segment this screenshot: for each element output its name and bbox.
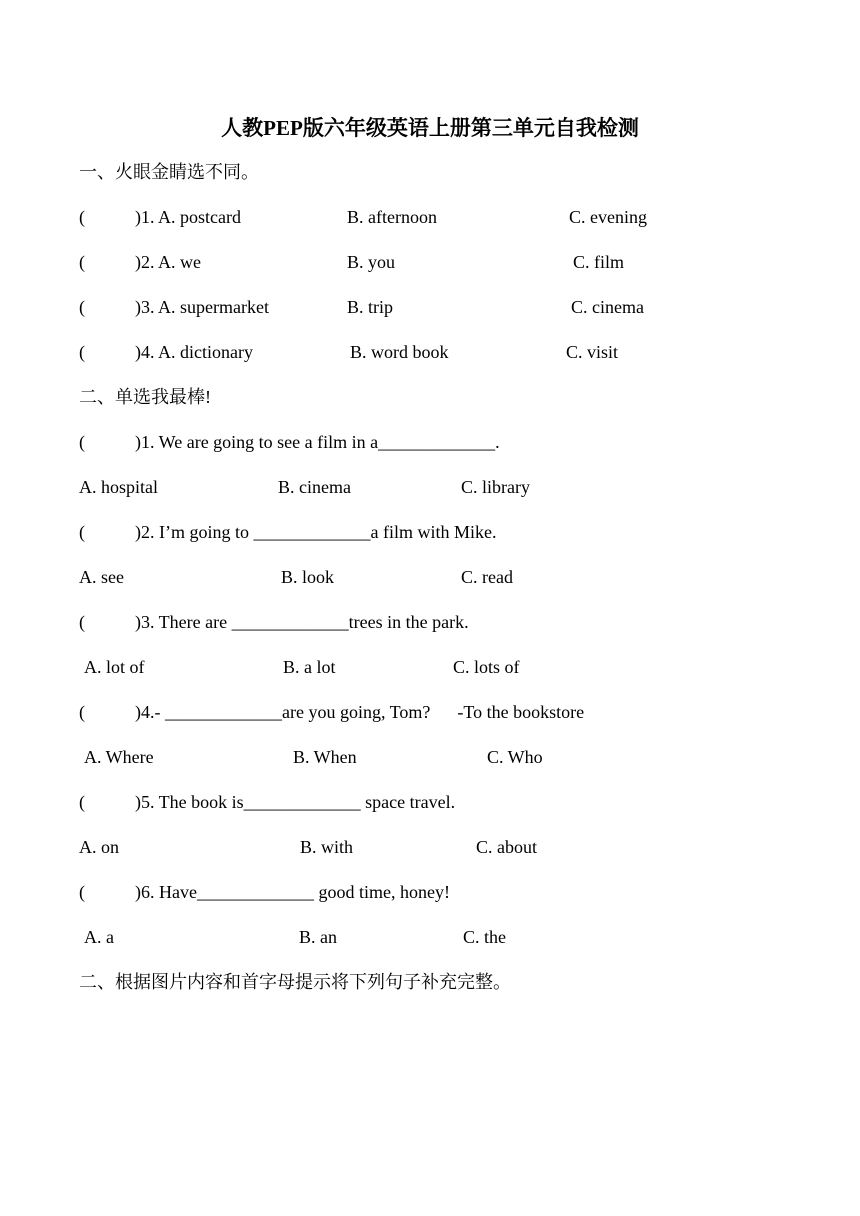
question-stem: )5. The book is_____________ space travel. bbox=[135, 792, 456, 812]
option-b: B. trip bbox=[347, 297, 394, 317]
answer-bracket: ( bbox=[79, 207, 85, 227]
answer-bracket: ( bbox=[79, 432, 85, 452]
option-b: B. with bbox=[300, 837, 354, 857]
question-stem: )2. A. we bbox=[135, 252, 201, 272]
option-c: C. cinema bbox=[571, 297, 644, 317]
question-stem: )3. A. supermarket bbox=[135, 297, 269, 317]
question-stem: )4.- _____________are you going, Tom? -To the bookstore bbox=[135, 702, 585, 722]
option-a: A. Where bbox=[84, 747, 154, 767]
option-a: A. lot of bbox=[84, 657, 145, 677]
option-c: C. library bbox=[461, 477, 530, 497]
option-c: C. visit bbox=[566, 342, 619, 362]
question-stem: )2. I’m going to _____________a film with Mike. bbox=[135, 522, 497, 542]
option-c: C. Who bbox=[487, 747, 543, 767]
option-c: C. the bbox=[463, 927, 506, 947]
option-b: B. afternoon bbox=[347, 207, 437, 227]
question-stem: )1. A. postcard bbox=[135, 207, 241, 227]
question-stem: )3. There are _____________trees in the park. bbox=[135, 612, 469, 632]
section-heading-3: 二、根据图片内容和首字母提示将下列句子补充完整。 bbox=[79, 972, 511, 992]
answer-bracket: ( bbox=[79, 702, 85, 722]
option-b: B. When bbox=[293, 747, 357, 767]
page-title: 人教PEP版六年级英语上册第三单元自我检测 bbox=[221, 116, 639, 140]
answer-bracket: ( bbox=[79, 297, 85, 317]
section-heading-2: 二、单选我最棒! bbox=[79, 387, 211, 407]
option-a: A. a bbox=[84, 927, 114, 947]
option-c: C. evening bbox=[569, 207, 647, 227]
section-heading-1: 一、火眼金睛选不同。 bbox=[79, 162, 259, 182]
option-b: B. a lot bbox=[283, 657, 336, 677]
option-b: B. an bbox=[299, 927, 337, 947]
option-b: B. you bbox=[347, 252, 396, 272]
question-stem: )4. A. dictionary bbox=[135, 342, 253, 362]
answer-bracket: ( bbox=[79, 612, 85, 632]
option-c: C. film bbox=[573, 252, 625, 272]
option-b: B. look bbox=[281, 567, 335, 587]
answer-bracket: ( bbox=[79, 882, 85, 902]
answer-bracket: ( bbox=[79, 792, 85, 812]
option-a: A. see bbox=[79, 567, 124, 587]
option-c: C. lots of bbox=[453, 657, 520, 677]
option-a: A. on bbox=[79, 837, 119, 857]
option-b: B. cinema bbox=[278, 477, 351, 497]
answer-bracket: ( bbox=[79, 342, 85, 362]
option-c: C. about bbox=[476, 837, 537, 857]
option-a: A. hospital bbox=[79, 477, 158, 497]
option-b: B. word book bbox=[350, 342, 449, 362]
answer-bracket: ( bbox=[79, 522, 85, 542]
question-stem: )6. Have_____________ good time, honey! bbox=[135, 882, 450, 902]
option-c: C. read bbox=[461, 567, 513, 587]
question-stem: )1. We are going to see a film in a_____________. bbox=[135, 432, 500, 452]
answer-bracket: ( bbox=[79, 252, 85, 272]
